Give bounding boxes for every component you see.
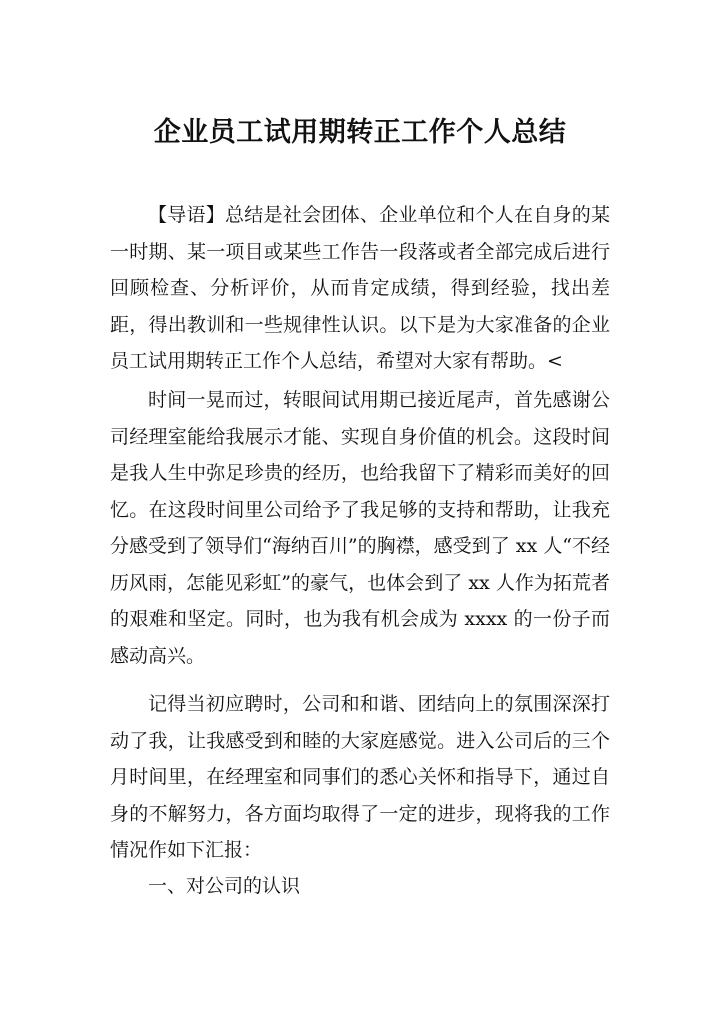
body-paragraph-2: 记得当初应聘时，公司和和谐、团结向上的氛围深深打动了我，让我感受到和睦的大家庭感觉。进入公司后的三个月时间里，在经理室和同事们的悉心关怀和指导下，通过自身的不解努力，各方面均取得了一定的进步，现将我的工作情况作如下汇报： <box>110 693 610 861</box>
body-paragraph-1: 时间一晃而过，转眼间试用期已接近尾声，首先感谢公司经理室能给我展示才能、实现自身价值的机会。这段时间是我人生中弥足珍贵的经历，也给我留下了精彩而美好的回忆。在这段时间里公司给予了我足够的支持和帮助，让我充分感受到了领导们“海纳百川”的胸襟，感受到了 xx 人“不经历风雨，怎能见彩虹”的豪气，也体会到了 xx 人作为拓荒者的艰难和坚定。同时，也为我有机会成为 xxxx 的一份子而感动高兴。 <box>110 389 610 667</box>
intro-paragraph: 【导语】总结是社会团体、企业单位和个人在自身的某一时期、某一项目或某些工作告一段落或者全部完成后进行回顾检查、分析评价，从而肯定成绩，得到经验，找出差距，得出教训和一些规律性认识。以下是为大家准备的企业员工试用期转正工作个人总结，希望对大家有帮助。< <box>110 204 610 372</box>
section-heading: 一、对公司的认识 <box>148 875 301 897</box>
document-title: 企业员工试用期转正工作个人总结 <box>153 117 567 148</box>
